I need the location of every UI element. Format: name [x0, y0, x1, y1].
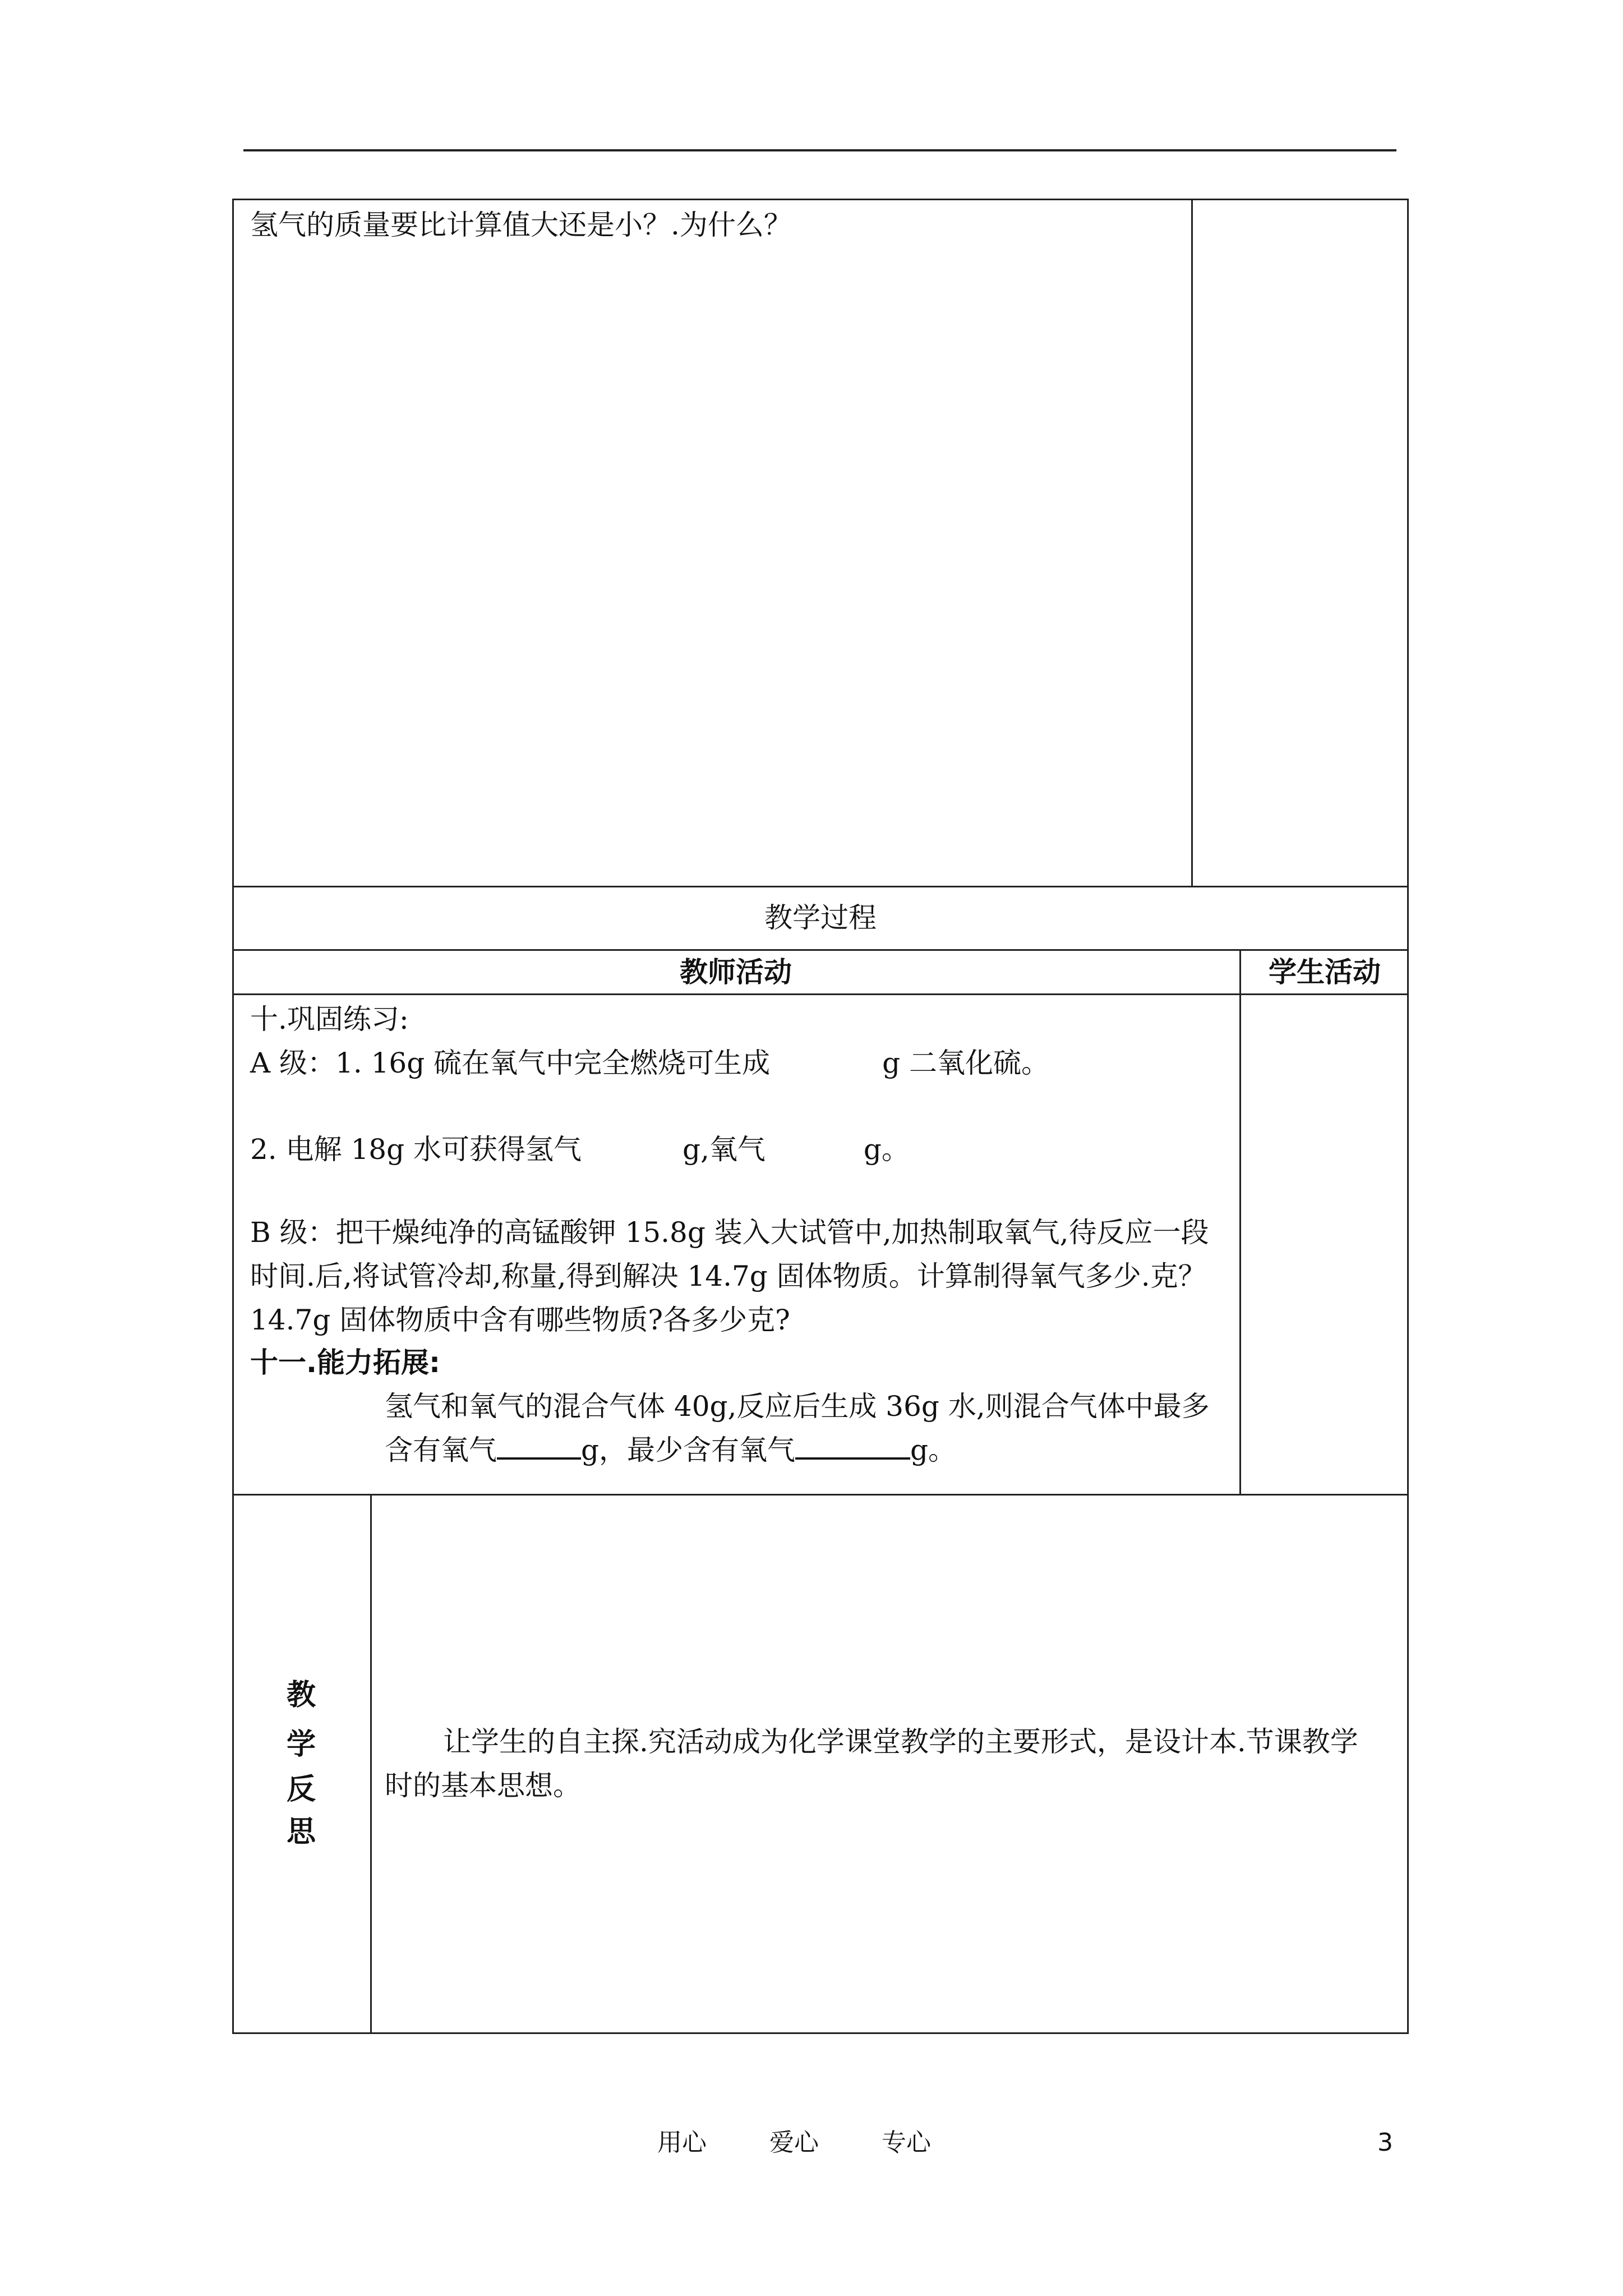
process-title: 教学过程: [764, 901, 877, 934]
practice-a2-prefix: 2. 电解 18g 水可获得氢气: [250, 1133, 582, 1166]
page-number: 3: [1377, 2128, 1393, 2157]
extension-heading: 十一.能力拓展:: [250, 1346, 440, 1379]
process-column-divider: [1239, 949, 1241, 1496]
footer-left: 用心: [657, 2128, 707, 2157]
teacher-activity-header: 教师活动: [680, 956, 792, 988]
practice-a1: [250, 1041, 1049, 1085]
reflection-divider: [370, 1494, 372, 2034]
practice-b-line3: 14.7g 固体物质中含有哪些物质?各多少克?: [250, 1304, 790, 1336]
footer-middle: 爱心: [769, 2128, 819, 2157]
question-text: 氢气的质量要比计算值大还是小？.为什么？: [250, 209, 792, 241]
student-activity-header: 学生活动: [1269, 956, 1381, 988]
practice-b-line2: 时间.后,将试管冷却,称量,得到解决 14.7g 固体物质。计算制得氧气多少.克？: [250, 1260, 1206, 1292]
header-rule: [243, 149, 1396, 151]
reflection-label-3: 反: [286, 1773, 316, 1806]
reflection-line1: 让学生的自主探.究活动成为化学课堂教学的主要形式，是设计本.节课教学: [443, 1726, 1358, 1758]
practice-a1-prefix: A 级：1. 16g 硫在氧气中完全燃烧可生成: [250, 1047, 771, 1079]
oxygen-min-blank: [795, 1435, 910, 1460]
reflection-label-4: 思: [286, 1815, 316, 1849]
practice-a2-suffix: g。: [863, 1133, 910, 1166]
question-box-divider: [1191, 199, 1193, 887]
practice-b-line1: B 级：把干燥纯净的高锰酸钾 15.8g 装入大试管中,加热制取氧气,待反应一段: [250, 1216, 1209, 1249]
reflection-label-2: 学: [286, 1728, 316, 1761]
extension-line2-mid: g，最少含有氧气: [581, 1434, 796, 1466]
practice-heading: 十.巩固练习:: [250, 1003, 409, 1036]
oxygen-max-blank: [497, 1435, 581, 1460]
extension-line2-prefix: 含有氧气: [385, 1434, 497, 1466]
footer-right: 专心: [882, 2128, 931, 2157]
extension-line2-suffix: g。: [910, 1434, 957, 1466]
question-box: [232, 199, 1409, 887]
reflection-line2: 时的基本思想。: [385, 1769, 581, 1802]
practice-a2: [250, 1128, 910, 1171]
extension-line2: [385, 1428, 956, 1472]
extension-line1: 氢气和氧气的混合气体 40g,反应后生成 36g 水,则混合气体中最多: [385, 1390, 1210, 1423]
practice-a1-suffix: g 二氧化硫。: [882, 1047, 1050, 1079]
reflection-label-1: 教: [286, 1678, 316, 1712]
practice-a2-mid: g,氧气: [683, 1133, 766, 1166]
